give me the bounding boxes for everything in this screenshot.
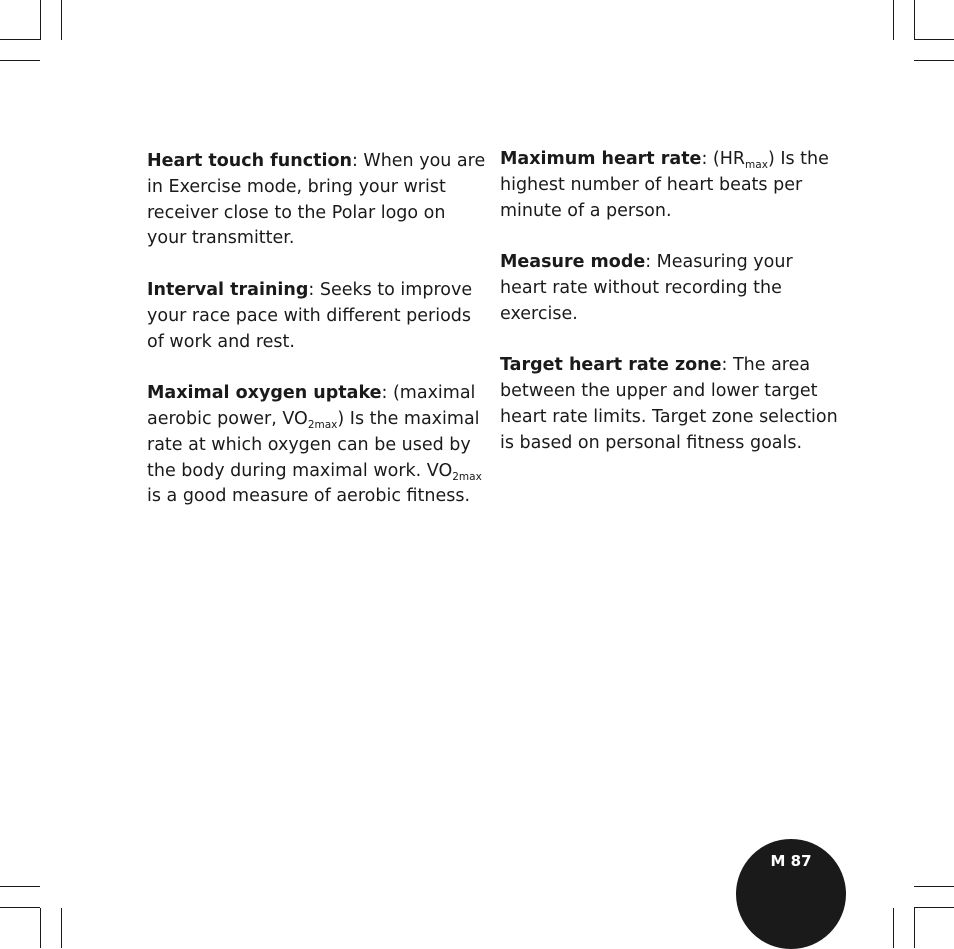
subscript: 2max: [452, 470, 482, 483]
subscript: 2max: [307, 418, 338, 431]
glossary-term: Maximal oxygen uptake: [147, 383, 382, 404]
glossary-column-left: [147, 146, 487, 536]
crop-mark: [61, 908, 62, 948]
glossary-definition: ) Is the highest number of heart beats per minute of a person.: [500, 149, 829, 221]
glossary-term: Measure mode: [500, 252, 646, 273]
crop-mark: [914, 908, 915, 948]
crop-mark: [914, 907, 954, 908]
crop-mark: [893, 908, 894, 948]
glossary-term: Heart touch function: [147, 151, 352, 171]
glossary-definition: : The area between the upper and lower target heart rate limits. Target zone selection is based on personal fitness goals.: [500, 355, 838, 453]
glossary-entry-maximal-oxygen-uptake: [147, 381, 487, 510]
crop-mark: [893, 0, 894, 40]
crop-mark: [914, 60, 954, 61]
glossary-term: Interval training: [147, 279, 309, 300]
glossary-entry-heart-touch: [147, 149, 487, 252]
glossary-definition: : Seeks to improve your race pace with different periods of work and rest.: [147, 279, 473, 352]
glossary-definition: ) Is the maximal rate at which oxygen can be used by the body during maximal work. VO: [147, 408, 480, 481]
glossary-definition: : When you are in Exercise mode, bring your wrist receiver close to the Polar logo on your transmitter.: [147, 151, 486, 249]
glossary-definition: : Measuring your heart rate without recording the exercise.: [500, 252, 793, 324]
glossary-term: Target heart rate zone: [500, 355, 722, 376]
glossary-column-right: [500, 146, 840, 482]
glossary-entry-measure-mode: [500, 250, 840, 327]
crop-mark: [0, 39, 40, 40]
crop-mark: [0, 886, 40, 887]
crop-mark: [40, 0, 41, 40]
page-number: M 87: [770, 852, 812, 870]
crop-mark: [914, 0, 915, 40]
crop-mark: [914, 39, 954, 40]
page-number-badge: [736, 839, 846, 949]
glossary-entry-maximum-heart-rate: [500, 147, 840, 224]
crop-mark: [61, 0, 62, 40]
glossary-definition: : (HR: [701, 149, 746, 169]
glossary-entry-interval-training: [147, 278, 487, 355]
glossary-definition: : (maximal aerobic power, VO: [147, 383, 476, 429]
glossary-entry-target-heart-rate-zone: [500, 353, 840, 456]
crop-mark: [0, 907, 40, 908]
glossary-term: Maximum heart rate: [500, 149, 702, 169]
subscript: max: [745, 159, 768, 171]
crop-mark: [40, 908, 41, 948]
crop-mark: [914, 886, 954, 887]
glossary-definition: is a good measure of aerobic fitness.: [147, 486, 471, 507]
crop-mark: [0, 60, 40, 61]
